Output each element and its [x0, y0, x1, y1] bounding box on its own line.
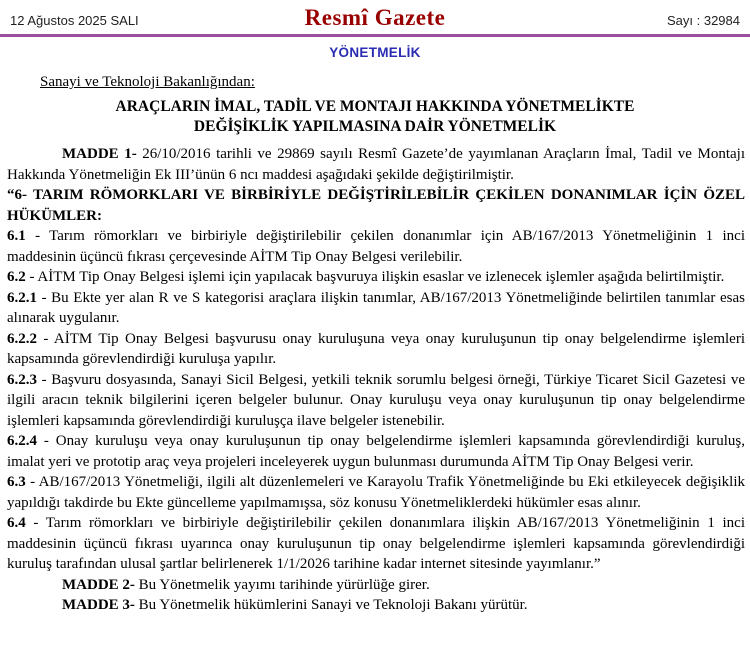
- ministry-line: Sanayi ve Teknoloji Bakanlığından:: [40, 74, 255, 90]
- paragraph-label: 6.1: [7, 228, 26, 244]
- paragraph-madde-3: [7, 595, 745, 616]
- paragraph-text: - AİTM Tip Onay Belgesi işlemi için yapılacak başvuruya ilişkin esaslar ve izlenecek işlemler aşağıda belirtilmiştir.: [25, 269, 725, 285]
- paragraph-label: 6.2: [7, 269, 26, 285]
- paragraph-label: 6.3: [7, 474, 26, 490]
- paragraph-6-2-1: [7, 288, 745, 329]
- paragraph-text: - AİTM Tip Onay Belgesi başvurusu onay kuruluşuna veya onay kuruluşunun tip onay belgelendirme işlemleri kapsamında görevlendirdiği kuruluşa yapılır.: [7, 330, 745, 367]
- paragraph-madde-1: [7, 144, 745, 185]
- paragraph-label: 6.4: [7, 515, 26, 531]
- paragraph-text: - Onay kuruluşu veya onay kuruluşunun tip onay belgelendirme işlemleri kapsamında görevlendirdiği kuruluş, imalat yeri ve prototip araç veya projeleri inceleyerek uygun bulunması durumunda AİTM Tip Onay Belgesi verir.: [7, 433, 745, 470]
- paragraph-text: - Bu Ekte yer alan R ve S kategorisi araçlara ilişkin tanımlar, AB/167/2013 Yönetmeliğinde belirtilen tanımlar esas alınarak uygulanır.: [7, 289, 745, 326]
- paragraph-6-2-2: [7, 329, 745, 370]
- paragraph-6-4: [7, 513, 745, 575]
- paragraph-text: - Tarım römorkları ve birbiriyle değiştirilebilir çekilen donanımlar için AB/167/2013 Yönetmeliğinin 1 inci maddesinin üçüncü fıkrası çerçevesinde AİTM Tip Onay Belgesi verilebilir.: [7, 228, 745, 265]
- paragraph-label: “6- TARIM RÖMORKLARI VE BİRBİRİYLE DEĞİŞTİRİLEBİLİR ÇEKİLEN DONANIMLAR İÇİN ÖZEL HÜKÜMLER:: [7, 187, 745, 224]
- paragraph-text: - AB/167/2013 Yönetmeliği, ilgili alt düzenlemeleri ve Karayolu Trafik Yönetmeliğinde bu Eki etkileyecek değişiklik yapıldığı takdirde bu Ekte güncelleme yapılmamışsa, söz konusu Yönetmeliklerdeki hükümler esas alınır.: [7, 474, 745, 511]
- paragraph-text: 26/10/2016 tarihli ve 29869 sayılı Resmî Gazete’de yayımlanan Araçların İmal, Tadil ve Montajı Hakkında Yönetmeliğin Ek III’ünün 6 ncı maddesi aşağıdaki şekilde değiştirilmiştir.: [7, 146, 745, 183]
- paragraph-label: 6.2.1: [7, 289, 37, 306]
- paragraph-6-1: [7, 226, 745, 267]
- issue-number: Sayı : 32984: [667, 13, 740, 28]
- section-heading: YÖNETMELİK: [329, 45, 421, 60]
- regulation-title-line1: ARAÇLARIN İMAL, TADİL VE MONTAJI HAKKINDA YÖNETMELİKTE: [115, 98, 635, 115]
- paragraph-label: 6.2.4: [7, 433, 37, 449]
- paragraph-label: MADDE 1-: [62, 146, 137, 162]
- paragraph-text: - Başvuru dosyasında, Sanayi Sicil Belgesi, yetkili teknik sorumlu belgesi örneği, Türkiye Ticaret Sicil Gazetesi ve ilgili aracın teknik bilgilerini içeren belgeler bulunur. Onay kuruluşu veya onay kuruluşunun tip onay belgelendirme işlemleri kapsamında görevlendirdiği kuruluşça ilave belgeler istenebilir.: [7, 371, 745, 429]
- paragraph-6-3: [7, 472, 745, 513]
- paragraph-madde-2: [7, 575, 745, 596]
- masthead-date: 12 Ağustos 2025 SALI: [10, 13, 139, 28]
- paragraph-6-2: [7, 267, 745, 288]
- document-body: [7, 144, 745, 616]
- paragraph-label: MADDE 3-: [62, 597, 135, 613]
- paragraph-annex-heading: [7, 185, 745, 226]
- paragraph-6-2-4: [7, 431, 745, 472]
- masthead: [0, 0, 750, 37]
- paragraph-label: MADDE 2-: [62, 576, 135, 593]
- paragraph-label: 6.2.3: [7, 371, 37, 388]
- regulation-title-line2: DEĞİŞİKLİK YAPILMASINA DAİR YÖNETMELİK: [193, 118, 557, 135]
- paragraph-text: Bu Yönetmelik yayımı tarihinde yürürlüğe girer.: [134, 576, 430, 593]
- paragraph-6-2-3: [7, 370, 745, 432]
- paragraph-text: - Tarım römorkları ve birbiriyle değiştirilebilir çekilen donanımlara ilişkin AB/167/2013 Yönetmeliğinin 1 inci maddesinin üçüncü fıkrası uyarınca onay kuruluşunun tip onay belgelendirme işlemleri kapsamında görevlendirdiği kuruluş tarafından ulusal şartlar belirlenerek 1/1/2026 tarihine kadar internet sitesinde yayımlanır.”: [7, 515, 745, 572]
- paragraph-text: Bu Yönetmelik hükümlerini Sanayi ve Teknoloji Bakanı yürütür.: [134, 597, 528, 613]
- gazette-title: Resmî Gazete: [304, 5, 446, 30]
- paragraph-label: 6.2.2: [7, 330, 37, 347]
- regulation-title: [0, 97, 750, 137]
